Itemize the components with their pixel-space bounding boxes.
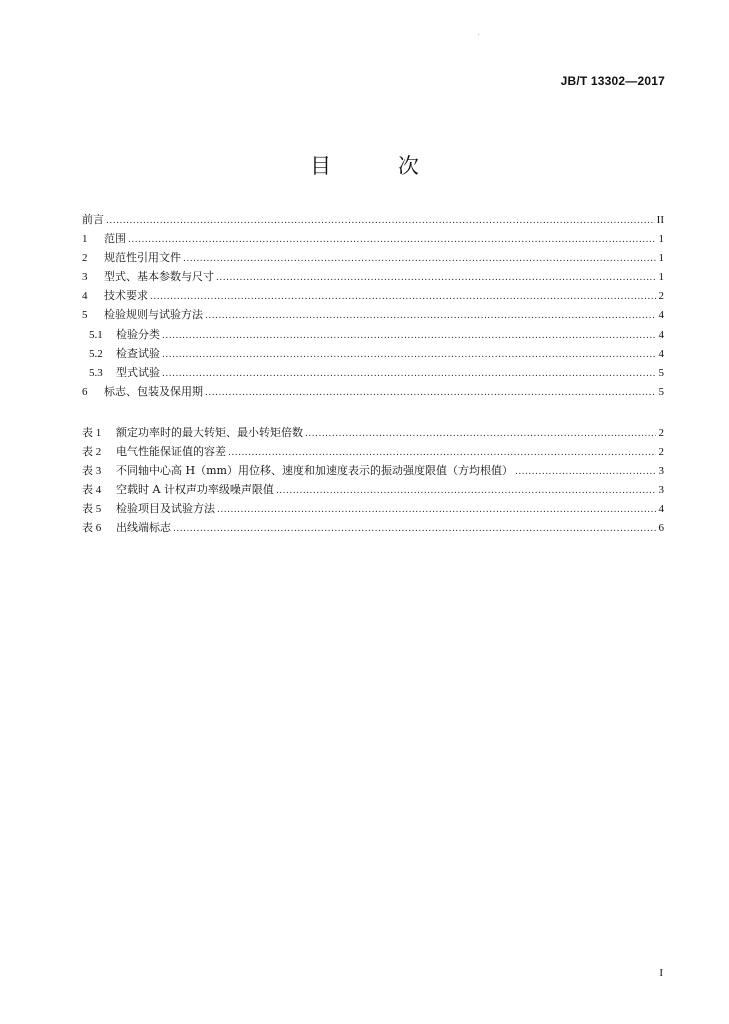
dot-leader xyxy=(183,250,656,269)
toc-entry-number: 5.2 xyxy=(89,347,103,360)
toc-entry-text: 型式、基本参数与尺寸 xyxy=(104,270,214,284)
dot-leader xyxy=(216,269,656,288)
toc-entry-number: 5.1 xyxy=(89,328,103,341)
toc-entry-5-3[interactable] xyxy=(82,363,664,382)
table-title: 不同轴中心高 H（mm）用位移、速度和加速度表示的振动强度限值（方均根值） xyxy=(116,464,513,478)
toc-entry-page: 4 xyxy=(658,328,664,341)
document-code: JB/T 13302—2017 xyxy=(560,74,665,88)
toc-entry-text: 技术要求 xyxy=(104,289,148,303)
toc-entry-number: 2 xyxy=(82,252,88,265)
toc-entry-page: 5 xyxy=(658,385,664,398)
table-page: 2 xyxy=(658,427,664,439)
table-title: 电气性能保证值的容差 xyxy=(116,445,226,459)
dot-leader xyxy=(162,346,656,365)
table-number: 表 6 xyxy=(82,522,102,535)
dot-leader xyxy=(205,384,656,403)
toc-table-6[interactable] xyxy=(82,518,664,537)
toc-entry-5-2[interactable] xyxy=(82,344,664,363)
toc-entry-5[interactable] xyxy=(82,305,664,324)
dot-leader xyxy=(128,231,656,250)
toc-entry-text: 检查试验 xyxy=(116,346,160,360)
table-page: 6 xyxy=(658,522,664,535)
table-title: 额定功率时的最大转矩、最小转矩倍数 xyxy=(116,426,303,439)
toc-entry-page: 5 xyxy=(658,366,664,379)
toc-entry-page: 4 xyxy=(658,347,664,360)
page-title: 目 次 xyxy=(310,154,449,178)
toc-entry-4[interactable] xyxy=(82,286,664,305)
toc-entry-number: 5.3 xyxy=(89,366,103,379)
toc-entry-number: 1 xyxy=(82,233,88,246)
dot-leader xyxy=(162,327,656,346)
toc-entry-text: 型式试验 xyxy=(116,365,160,379)
toc-table-5[interactable] xyxy=(82,499,664,518)
toc-entry-number: 3 xyxy=(82,271,88,284)
table-number: 表 4 xyxy=(82,484,102,497)
page-number: I xyxy=(659,967,663,979)
table-page: 4 xyxy=(658,503,664,516)
dot-leader xyxy=(276,482,656,501)
dot-leader xyxy=(205,307,656,326)
table-title: 检验项目及试验方法 xyxy=(116,502,215,516)
toc-table-2[interactable] xyxy=(82,442,664,461)
toc-entry-page: 1 xyxy=(658,252,664,265)
toc-entry-text: 标志、包装及保用期 xyxy=(104,384,203,398)
toc-entry-page: II xyxy=(656,214,664,226)
toc-entry-6[interactable] xyxy=(82,382,664,401)
toc-entry-page: 1 xyxy=(658,233,664,246)
table-number: 表 3 xyxy=(82,465,102,478)
table-number: 表 5 xyxy=(82,503,102,516)
dot-leader xyxy=(305,425,656,444)
toc-table-1[interactable] xyxy=(82,423,664,442)
toc-entry-1[interactable] xyxy=(82,229,664,248)
toc-entry-number: 6 xyxy=(82,385,88,398)
table-page: 2 xyxy=(658,446,664,459)
toc-table-list xyxy=(82,423,664,538)
scan-speck xyxy=(478,34,479,35)
dot-leader xyxy=(150,288,656,307)
toc-entry-number: 4 xyxy=(82,290,88,303)
toc-entry-number: 5 xyxy=(82,309,88,322)
table-title: 出线端标志 xyxy=(116,521,171,535)
toc-entry-text: 前言 xyxy=(82,213,104,226)
toc-entry-text: 检验规则与试验方法 xyxy=(104,308,203,322)
toc-table-3[interactable] xyxy=(82,461,664,480)
table-title: 空载时 A 计权声功率级噪声限值 xyxy=(116,483,274,497)
table-number: 表 2 xyxy=(82,446,102,459)
toc-entry-page: 1 xyxy=(658,271,664,284)
dot-leader xyxy=(106,212,655,231)
toc-table-4[interactable] xyxy=(82,480,664,499)
dot-leader xyxy=(173,520,656,539)
toc-entry-text: 范围 xyxy=(104,232,126,246)
toc-entry-page: 2 xyxy=(658,290,664,303)
dot-leader xyxy=(217,501,656,520)
toc-entry-text: 检验分类 xyxy=(116,327,160,341)
table-number: 表 1 xyxy=(82,427,102,439)
table-page: 3 xyxy=(658,484,664,497)
dot-leader xyxy=(162,365,656,384)
dot-leader xyxy=(515,463,656,482)
toc-entry-page: 4 xyxy=(658,309,664,322)
toc-entry-5-1[interactable] xyxy=(82,325,664,344)
toc-entry-foreword[interactable] xyxy=(82,210,664,229)
toc-entry-text: 规范性引用文件 xyxy=(104,251,181,265)
table-page: 3 xyxy=(658,465,664,478)
toc-entry-3[interactable] xyxy=(82,267,664,286)
toc-main-list xyxy=(82,210,664,401)
toc-entry-2[interactable] xyxy=(82,248,664,267)
